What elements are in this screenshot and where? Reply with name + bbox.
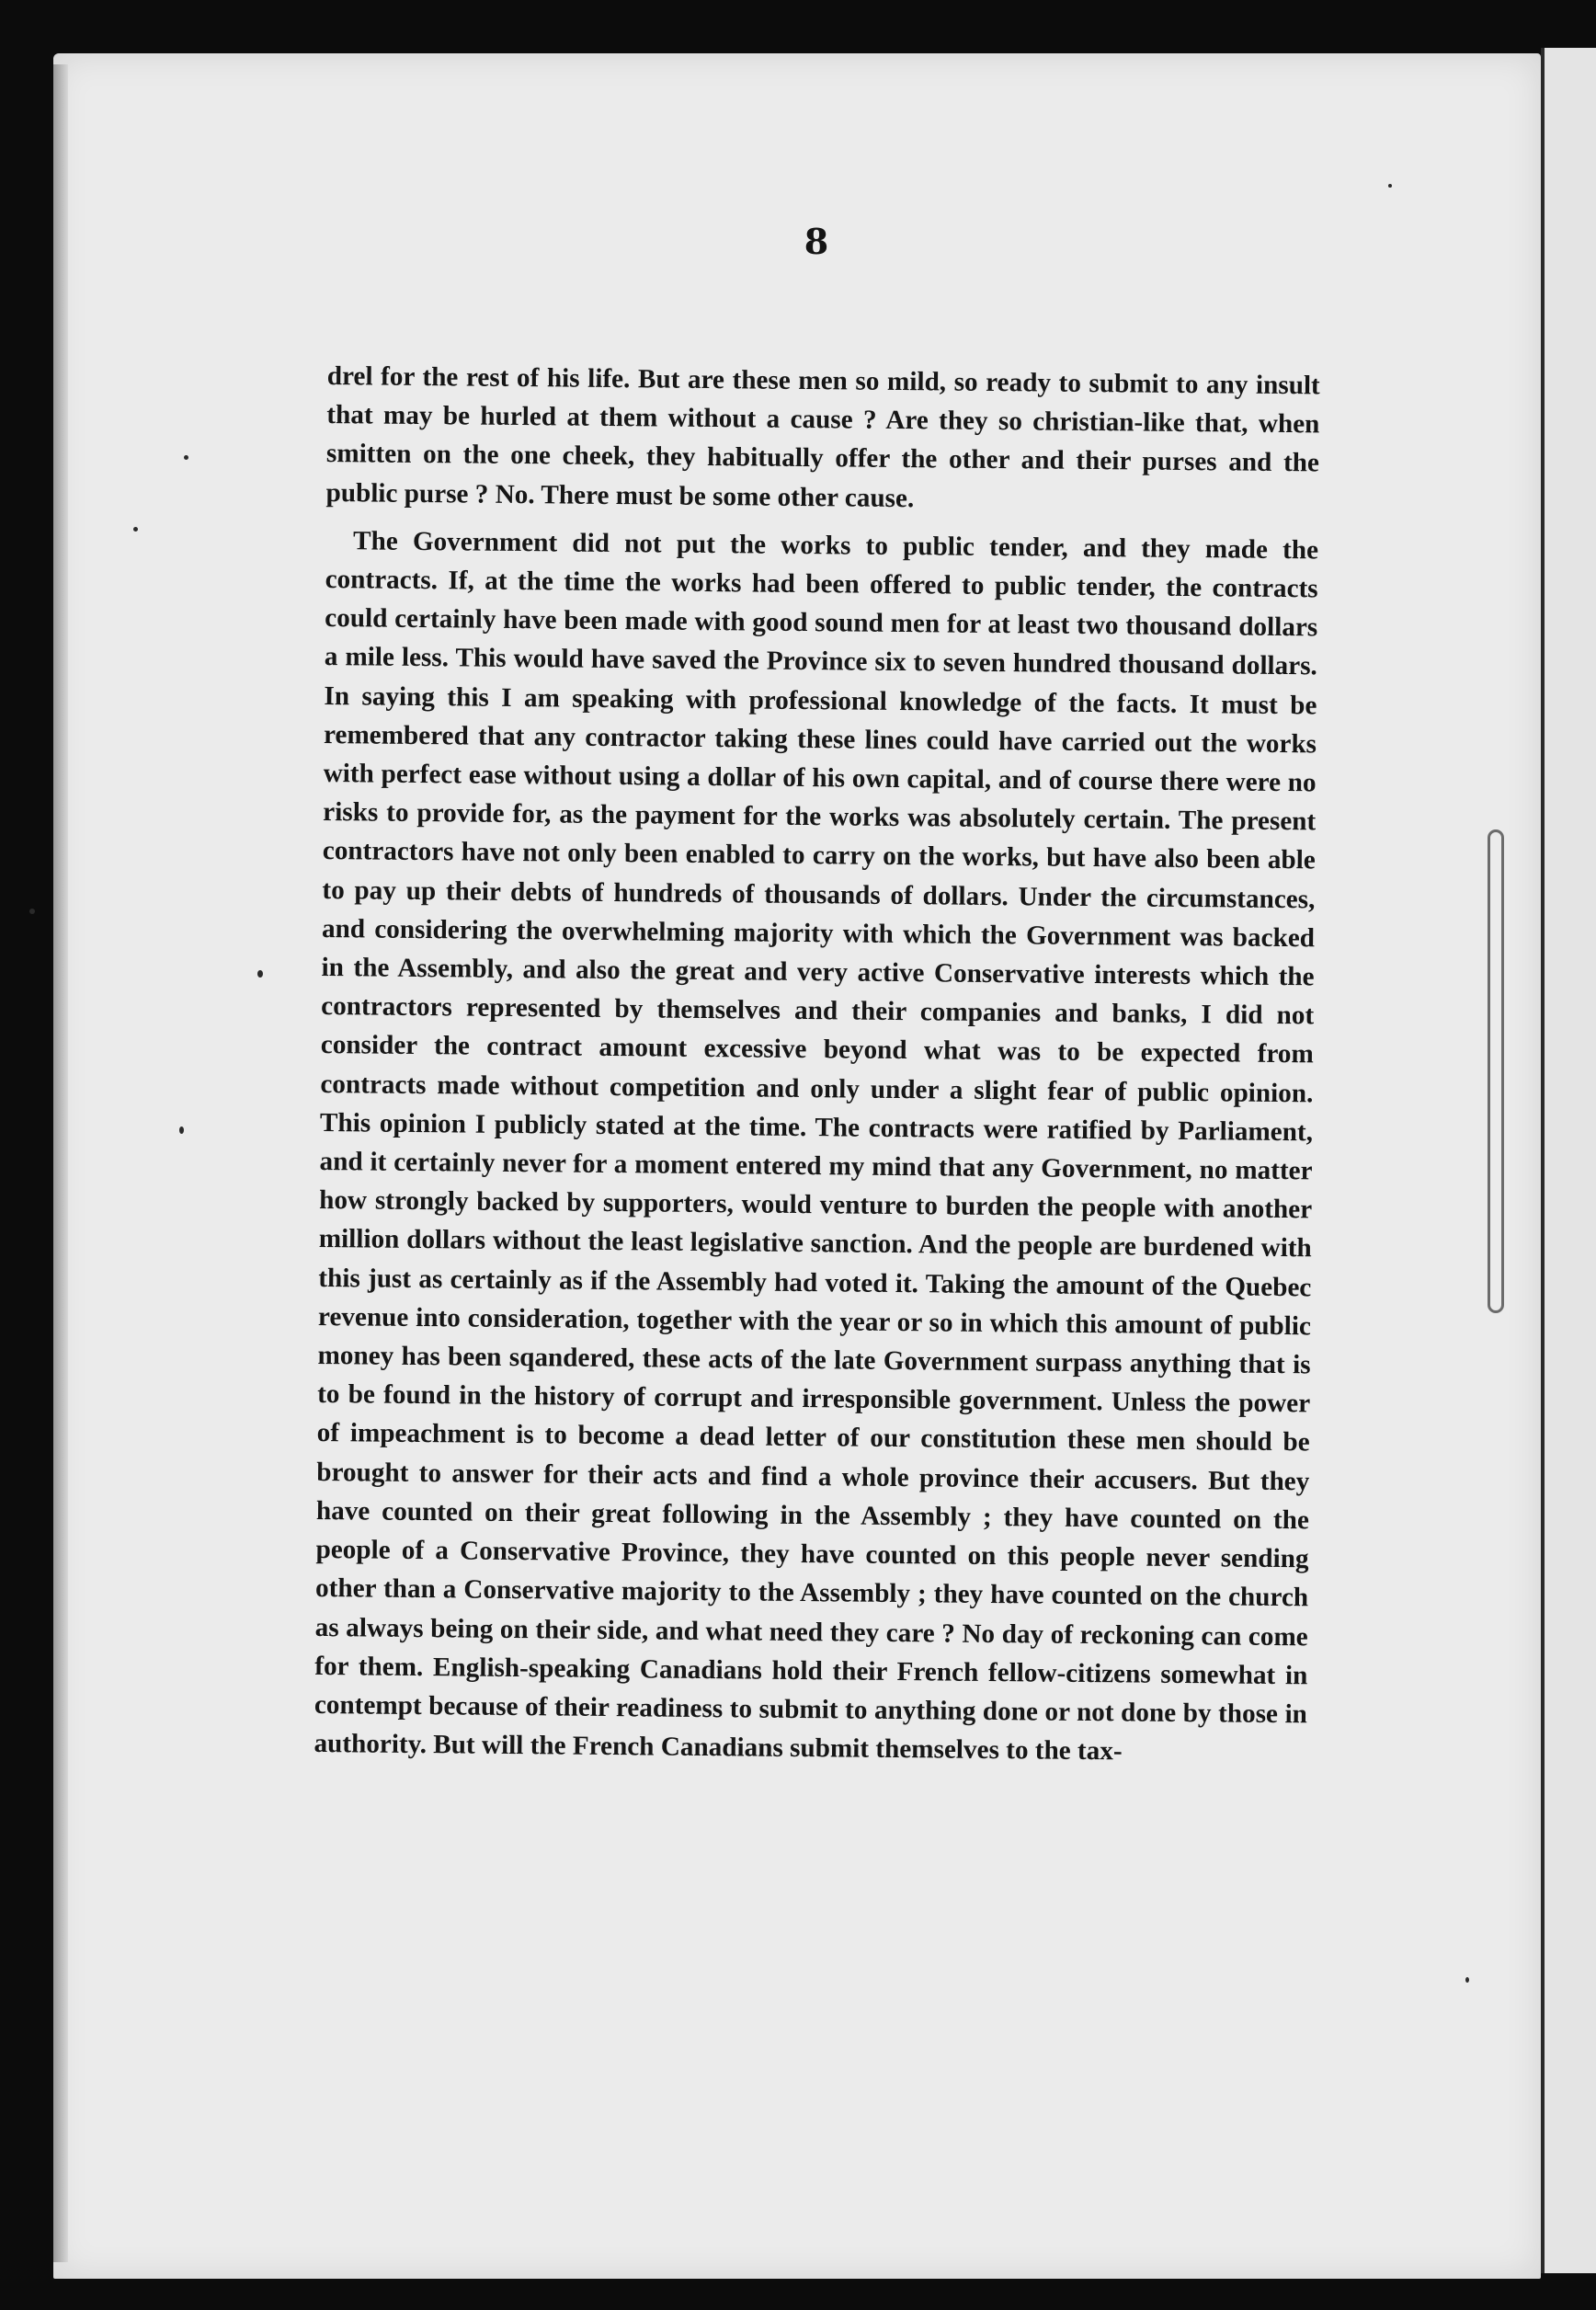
facing-page-edge: [1541, 48, 1596, 2273]
paragraph-government-contracts: The Government did not put the works to public tender, and they made the contracts. If, at the time the works had been offered to public tender, the contracts could certainly have been made with good sound men for at least two thousand dollars a mile less. This would have saved the Province six to seven hundred thousand dollars. In saying this I am speaking with professional knowledge of the facts. It must be remembered that any contractor taking these lines could have carried out the works with perfect ease without using a dollar of his own capital, and of course there were no risks to provide for, as the payment for the works was absolutely certain. The present contractors have not only been enabled to carry on the works, but have also been able to pay up their debts of hundreds of thousands of dollars. Under the circumstances, and considering the overwhelming majority with which the Government was backed in the Assembly, and also the great and very active Conservative interests which the contractors represented by themselves and their companies and banks, I did not consider the contract amount excessive beyond what was to be expected from contracts made without competition and only under a slight fear of public opinion. This opinion I publicly stated at the time. The contracts were ratified by Parliament, and it certainly never for a moment entered my mind that any Government, no matter how strongly backed by supporters, would venture to burden the people with another million dollars without the least legislative sanction. And the people are burdened with this just as certainly as if the Assembly had voted it. Taking the amount of the Quebec revenue into consideration, together with the year or so in which this amount of public money has been sqandered, these acts of the late Government surpass anything that is to be found in the history of corrupt and irresponsible government. Unless the power of impeachment is to become a dead letter of our constitution these men should be brought to answer for their acts and find a whole province their accusers. But they have counted on their great following in the Assembly ; they have counted on the people of a Conservative Province, they have counted on this people never sending other than a Conservative majority to the Assembly ; they have counted on the church as always being on their side, and what need they care ? No day of reckoning can come for them. English-speaking Canadians hold their French fellow-citizens somewhat in contempt because of their readiness to submit to anything done or not done by those in authority. But will the French Canadians submit themselves to the tax-: [314, 526, 1319, 1767]
dust-speck: [1388, 184, 1392, 188]
page-number: 8: [804, 221, 829, 262]
dust-speck: [29, 909, 35, 914]
binding-clip: [1488, 829, 1504, 1313]
dust-speck: [1465, 1977, 1469, 1983]
dust-speck: [179, 1126, 184, 1134]
dust-speck: [184, 455, 188, 460]
body-text: [314, 357, 1320, 1773]
dust-speck: [257, 970, 263, 978]
dust-speck: [133, 527, 138, 532]
page-binding-edge: [53, 64, 68, 2262]
paragraph-continuation: drel for the rest of his life. But are these men so mild, so ready to submit to any insult that may be hurled at them without a cause ? Are they so christian-like that, when smitten on the one cheek, they habitually offer the other and their purses and the public purse ? No. There must be some other cause.: [325, 360, 1320, 513]
